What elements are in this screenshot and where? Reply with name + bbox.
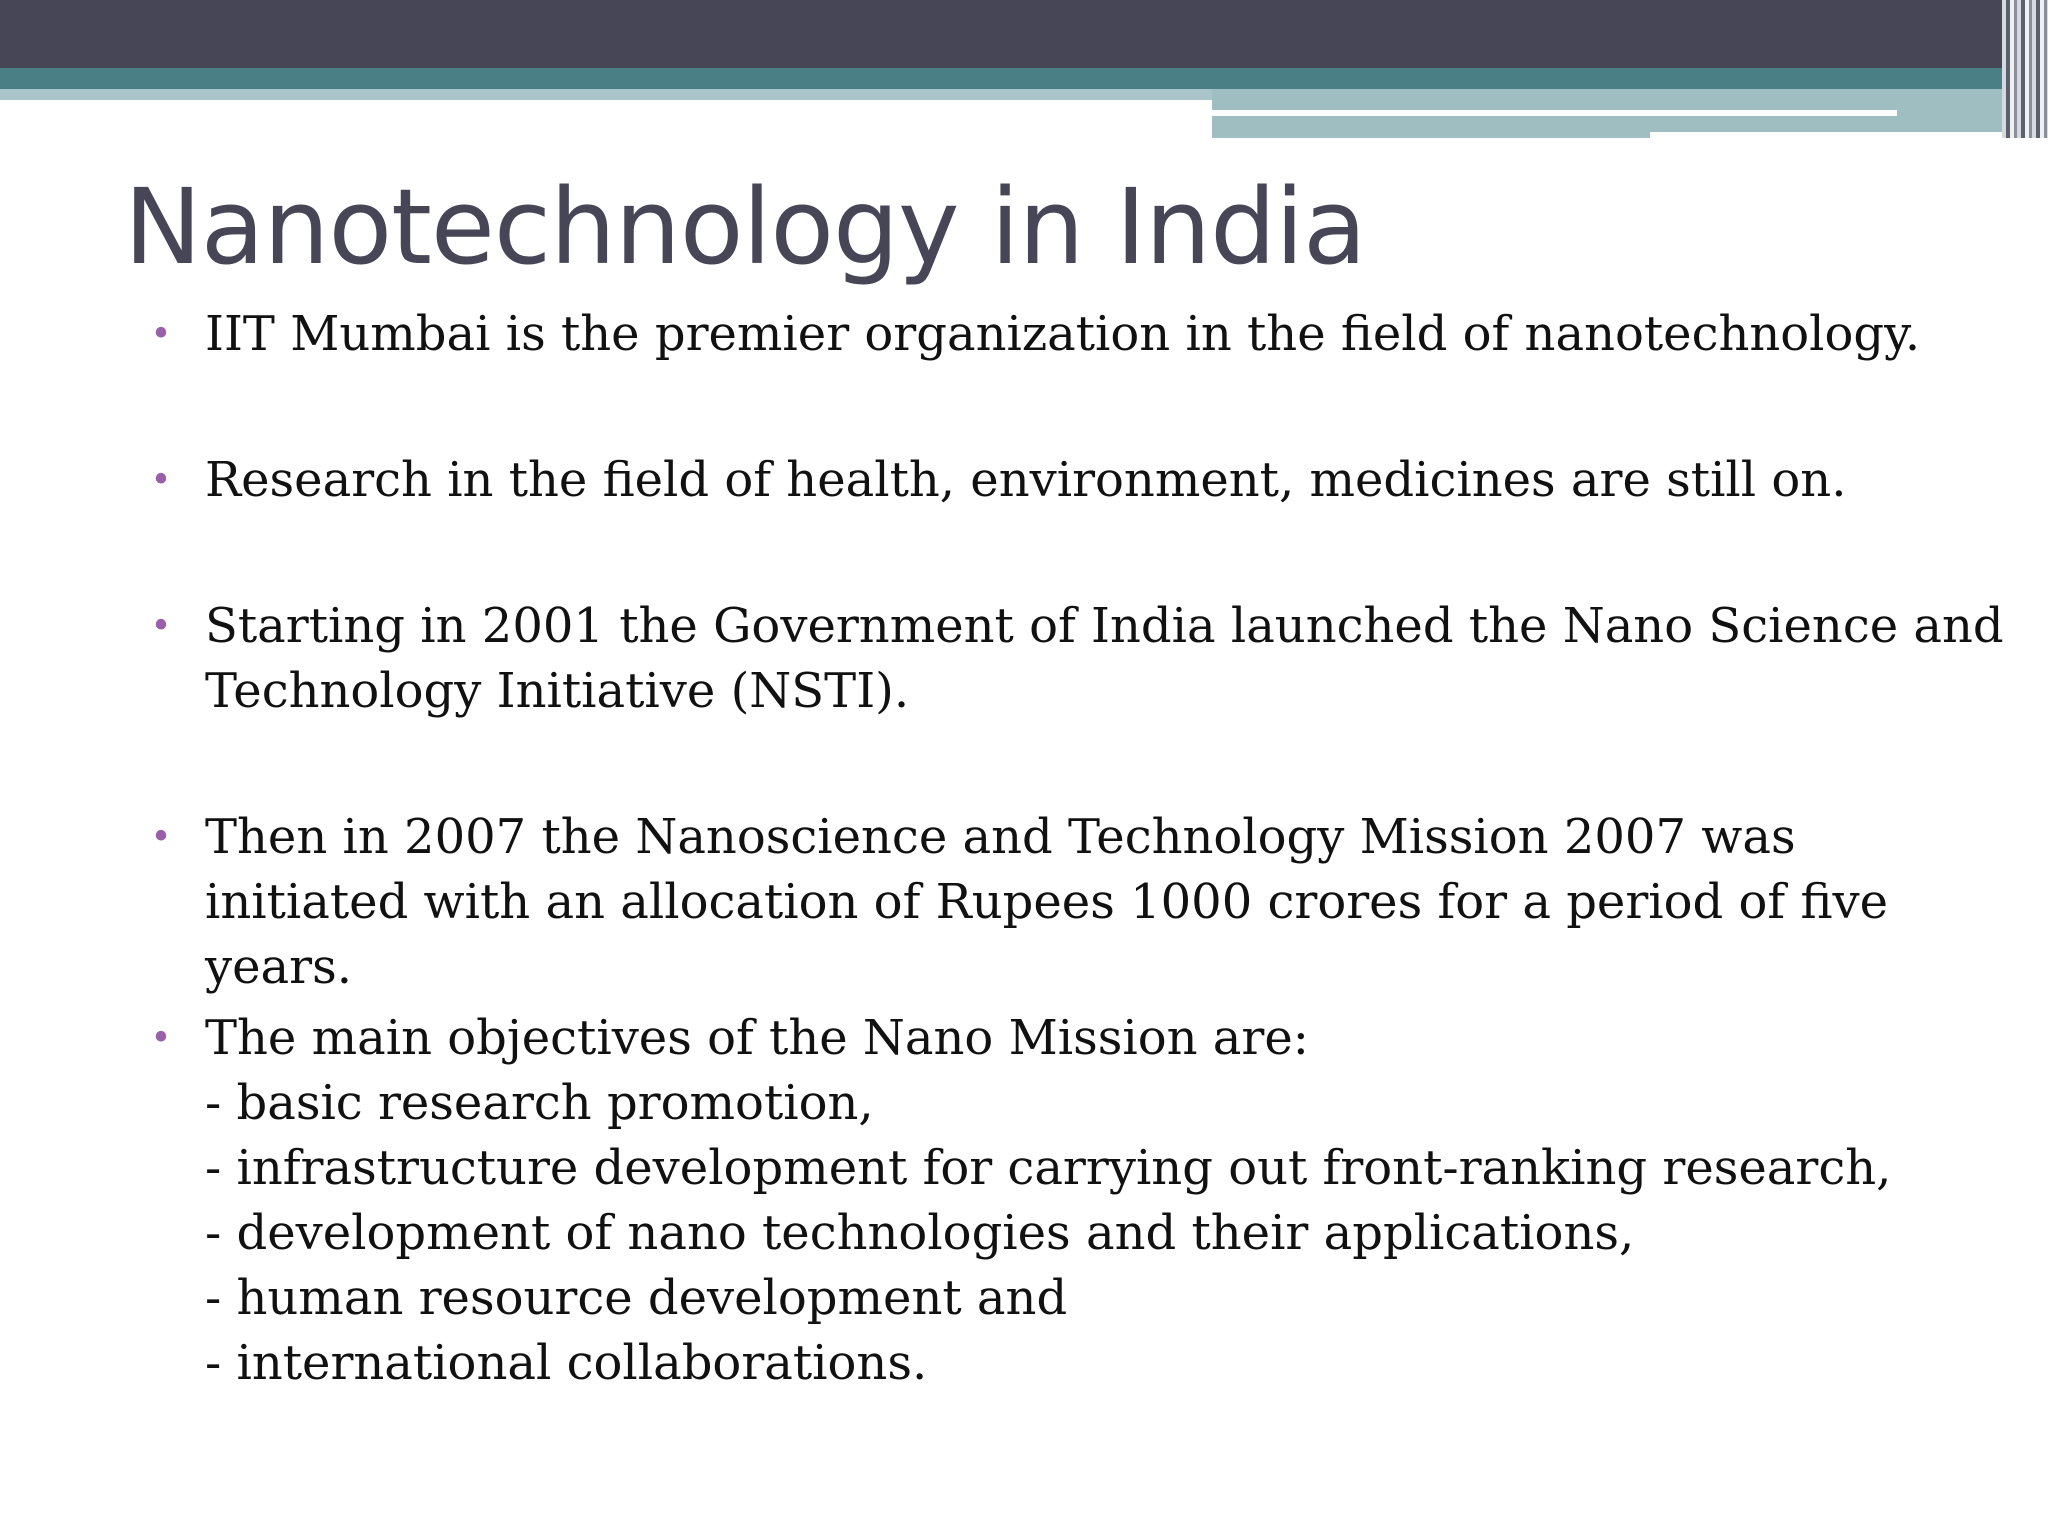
slide-title: Nanotechnology in India — [124, 166, 1366, 288]
header-band-dark — [0, 0, 2048, 68]
objectives-intro: The main objectives of the Nano Mission are: — [205, 1010, 1309, 1066]
bullet-list — [150, 302, 2010, 1396]
bullet-text: Then in 2007 the Nanoscience and Technology Mission 2007 was initiated with an allocation of Rupees 1000 crores for a period of five years. — [205, 809, 1888, 995]
bullet-item — [150, 448, 2010, 513]
header-band-right-line — [1212, 110, 1897, 116]
objective-item: - infrastructure development for carrying out front-ranking research, — [205, 1140, 1892, 1196]
header-band-teal-light — [0, 89, 1212, 100]
bullet-dot-icon: • — [150, 606, 172, 647]
bullet-dot-icon: • — [150, 314, 172, 355]
header-band-right-step — [1650, 132, 2002, 138]
bullet-dot-icon: • — [150, 817, 172, 858]
header-band-teal — [0, 68, 2048, 89]
edge-stripes-decoration — [2002, 0, 2048, 138]
bullet-item — [150, 302, 2010, 367]
objective-item: - international collaborations. — [205, 1335, 928, 1391]
bullet-item — [150, 805, 2010, 1000]
bullet-dot-icon: • — [150, 1018, 172, 1059]
bullet-item — [150, 594, 2010, 724]
bullet-text: Starting in 2001 the Government of India launched the Nano Science and Technology Initiative (NSTI). — [205, 598, 2004, 719]
bullet-item-objectives — [150, 1006, 2010, 1396]
objective-item: - human resource development and — [205, 1270, 1068, 1326]
objective-item: - development of nano technologies and their applications, — [205, 1205, 1635, 1261]
bullet-text: Research in the field of health, environment, medicines are still on. — [205, 452, 1847, 508]
bullet-text: IIT Mumbai is the premier organization in the field of nanotechnology. — [205, 306, 1921, 362]
bullet-dot-icon: • — [150, 460, 172, 501]
objective-item: - basic research promotion, — [205, 1075, 874, 1131]
